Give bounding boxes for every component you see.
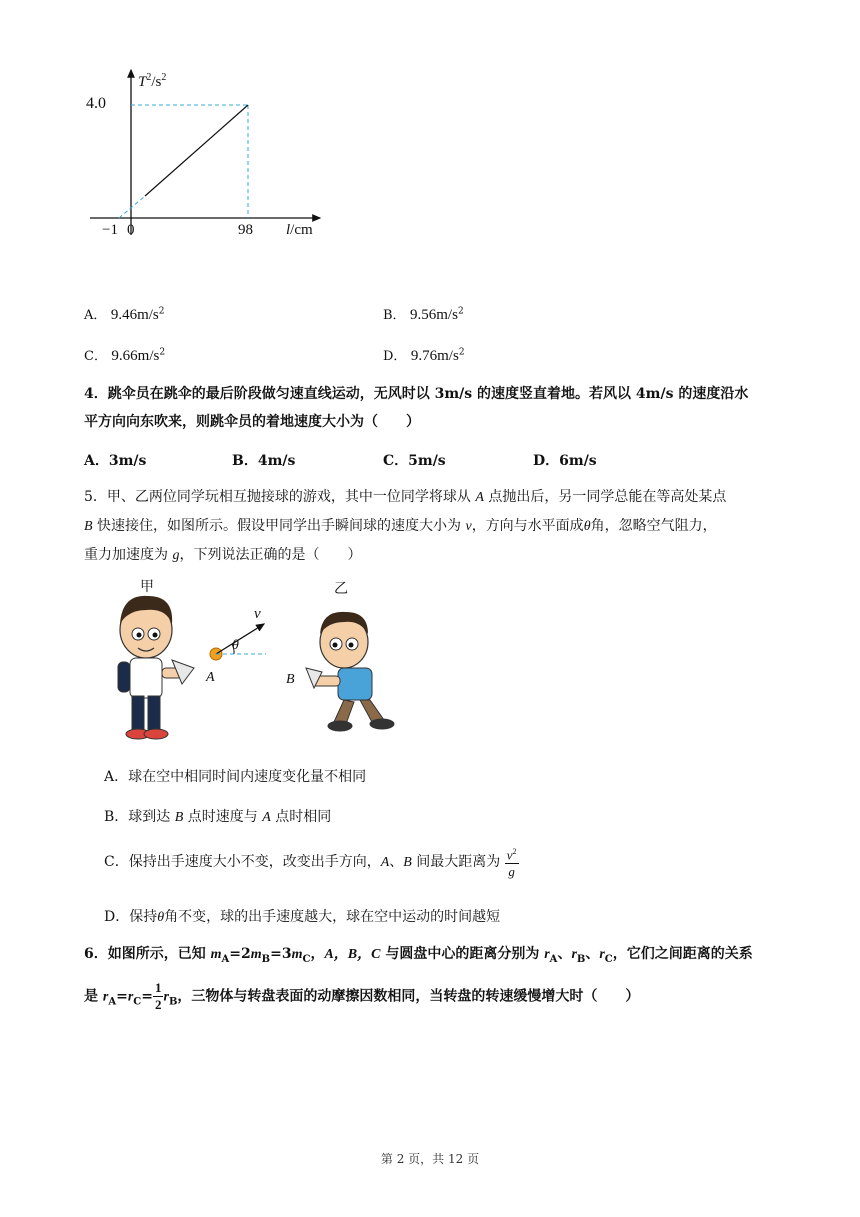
data-line	[145, 105, 248, 196]
q6-stem: 6．如图所示，已知 $m_A=2m_B=3m_C$，A，B，C 与圆盘中心的距离分别为 $r_A$、$r_B$、$r_C$，它们之间距离的关系 是 $r_A=r_C=$ $\frac{1}{2}$ $r_B$，三物体与转盘表面的动摩擦因数相同，当转盘的转速缓慢增大时（ ）	[84, 946, 753, 1012]
fraction-one-half: $\frac{1}{2}$	[154, 979, 162, 1012]
q3-option-d[interactable]: D． $9.76m/s^2$	[383, 347, 465, 364]
q4-option-d[interactable]: D．6m/s	[533, 453, 597, 469]
x-tick-neg1: −1	[102, 222, 118, 238]
t2-vs-l-graph	[80, 60, 340, 250]
fig-label-theta: θ	[232, 638, 239, 653]
label-jia: 甲	[140, 579, 154, 595]
boy-jia	[118, 596, 194, 739]
label-yi: 乙	[334, 581, 348, 597]
fig-label-b: B	[286, 672, 295, 687]
q4-option-a[interactable]: A．3m/s	[84, 453, 147, 469]
q3-option-c[interactable]: C． $9.66m/s^2$	[84, 347, 166, 364]
y-axis-label: $T^2/s^2$	[138, 72, 167, 90]
page-footer: 第 2 页，共 12 页	[380, 1152, 480, 1166]
q4-stem: 4．跳伞员在跳伞的最后阶段做匀速直线运动，无风时以 3m/s 的速度竖直着地。若风以 4m/s 的速度沿水 平方向向东吹来，则跳伞员的着地速度大小为（ ）	[84, 386, 749, 430]
q5-option-c[interactable]: C．保持出手速度大小不变，改变出手方向，A、B 间最大距离为 $\frac{v^2}{g}$	[104, 844, 519, 880]
fig-label-v: v	[254, 606, 261, 622]
q5-option-d[interactable]: D．保持θ角不变，球的出手速度越大，球在空中运动的时间越短	[104, 909, 501, 925]
q5-option-b[interactable]: B．球到达 B 点时速度与 A 点时相同	[104, 809, 332, 825]
y-tick-4: 4.0	[86, 95, 106, 112]
x-tick-98: 98	[238, 222, 253, 238]
fraction-v2-over-g: $\frac{v^2}{g}$	[505, 844, 519, 880]
x-tick-0: 0	[127, 222, 135, 238]
q3-option-b[interactable]: B． $9.56m/s^2$	[383, 306, 464, 323]
q5-stem: 5．甲、乙两位同学玩相互抛接球的游戏，其中一位同学将球从 A 点抛出后，另一同学总能在等高处某点 B 快速接住，如图所示。假设甲同学出手瞬间球的速度大小为 v，方向与水平面成θ角，忽略空气阻力， 重力加速度为 g，下列说法正确的是（ ）	[84, 489, 727, 563]
q4-option-c[interactable]: C．5m/s	[383, 453, 446, 469]
q5-option-a[interactable]: A．球在空中相同时间内速度变化量不相同	[104, 769, 367, 785]
fig-label-a: A	[206, 670, 215, 685]
boy-yi	[306, 612, 394, 731]
boys-illustration	[108, 572, 408, 748]
x-axis-label: l/cm	[286, 222, 313, 238]
q3-option-a[interactable]: A． $9.46m/s^2$	[84, 306, 165, 323]
extrapolation-dashed	[119, 196, 145, 218]
q5-figure	[108, 572, 408, 748]
velocity-arrow	[216, 624, 264, 654]
q4-option-b[interactable]: B．4m/s	[232, 453, 296, 469]
